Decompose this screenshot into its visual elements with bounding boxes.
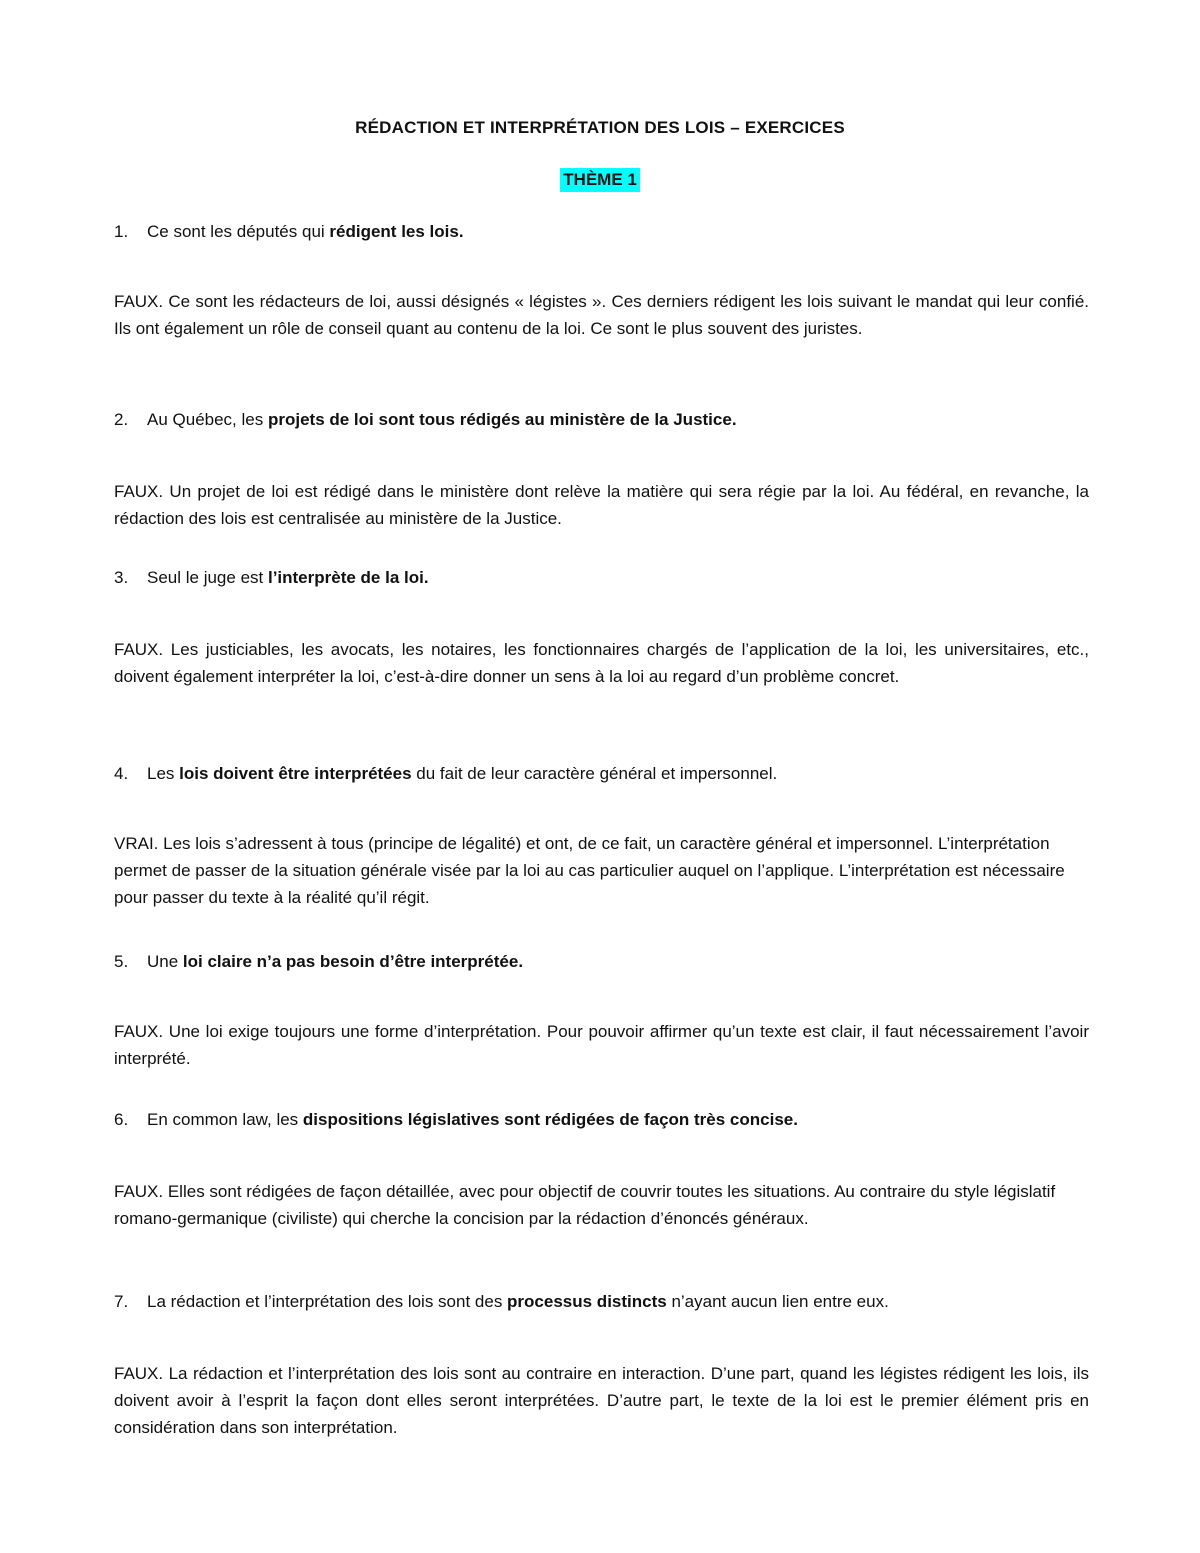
answer-5: FAUX. Une loi exige toujours une forme d’interprétation. Pour pouvoir affirmer qu’un texte est clair, il faut nécessairement l’avoir interprété. <box>114 1022 1089 1068</box>
theme-heading <box>0 168 1200 192</box>
question-number: 6. <box>114 1110 129 1129</box>
question-emphasis: processus distincts <box>507 1292 667 1311</box>
question-5 <box>114 950 1094 974</box>
question-emphasis: projets de loi sont tous rédigés au ministère de la Justice. <box>267 410 737 429</box>
answer-1: FAUX. Ce sont les rédacteurs de loi, aussi désignés « légistes ». Ces derniers rédigent les lois suivant le mandat qui leur confié. Ils ont également un rôle de conseil quant au contenu de la loi. Ce sont le plus souvent des juristes. <box>114 292 1089 338</box>
question-text: Au Québec, les <box>147 410 268 429</box>
question-number: 1. <box>114 222 129 241</box>
question-number: 7. <box>114 1292 129 1311</box>
question-text-end: du fait de leur caractère général et impersonnel. <box>411 764 778 783</box>
question-text: En common law, les <box>147 1110 303 1129</box>
answer-2: FAUX. Un projet de loi est rédigé dans le ministère dont relève la matière qui sera régie par la loi. Au fédéral, en revanche, la rédaction des lois est centralisée au ministère de la Justice. <box>114 482 1089 528</box>
question-text: Seul le juge est <box>147 568 268 587</box>
answer-4: VRAI. Les lois s’adressent à tous (principe de légalité) et ont, de ce fait, un caractère général et impersonnel. L’interprétation permet de passer de la situation générale visée par la loi au cas particulier auquel on l’applique. L’interprétation est nécessaire pour passer du texte à la réalité qu’il régit. <box>114 834 1065 907</box>
document-title: RÉDACTION ET INTERPRÉTATION DES LOIS – EXERCICES <box>355 118 845 137</box>
question-3 <box>114 566 1094 590</box>
question-emphasis: l’interprète de la loi. <box>267 568 429 587</box>
question-text: Une <box>147 952 183 971</box>
question-emphasis: loi claire n’a pas besoin d’être interprétée. <box>182 952 524 971</box>
answer-7: FAUX. La rédaction et l’interprétation des lois sont au contraire en interaction. D’une part, quand les légistes rédigent les lois, ils doivent avoir à l’esprit la façon dont elles seront interprétées. D’autre part, le texte de la loi est le premier élément pris en considération dans son interprétation. <box>114 1364 1089 1437</box>
question-text-end: n’ayant aucun lien entre eux. <box>666 1292 889 1311</box>
question-7 <box>114 1290 1094 1314</box>
question-emphasis: dispositions législatives sont rédigées de façon très concise. <box>302 1110 798 1129</box>
question-2 <box>114 408 1094 432</box>
question-text: Les <box>147 764 180 783</box>
question-1 <box>114 220 1094 244</box>
question-emphasis: lois doivent être interprétées <box>179 764 412 783</box>
question-text: Ce sont les députés qui <box>147 222 330 241</box>
question-text: La rédaction et l’interprétation des lois sont des <box>147 1292 508 1311</box>
question-4 <box>114 762 1094 786</box>
question-6 <box>114 1108 1094 1132</box>
question-number: 4. <box>114 764 129 783</box>
question-emphasis: rédigent les lois. <box>329 222 464 241</box>
answer-6: FAUX. Elles sont rédigées de façon détaillée, avec pour objectif de couvrir toutes les situations. Au contraire du style législatif romano-germanique (civiliste) qui cherche la concision par la rédaction d’énoncés généraux. <box>114 1182 1056 1228</box>
question-number: 3. <box>114 568 129 587</box>
theme-label-highlighted: THÈME 1 <box>560 168 640 192</box>
question-number: 2. <box>114 410 129 429</box>
answer-3: FAUX. Les justiciables, les avocats, les notaires, les fonctionnaires chargés de l’application de la loi, les universitaires, etc., doivent également interpréter la loi, c’est-à-dire donner un sens à la loi au regard d’un problème concret. <box>114 640 1089 686</box>
question-number: 5. <box>114 952 129 971</box>
